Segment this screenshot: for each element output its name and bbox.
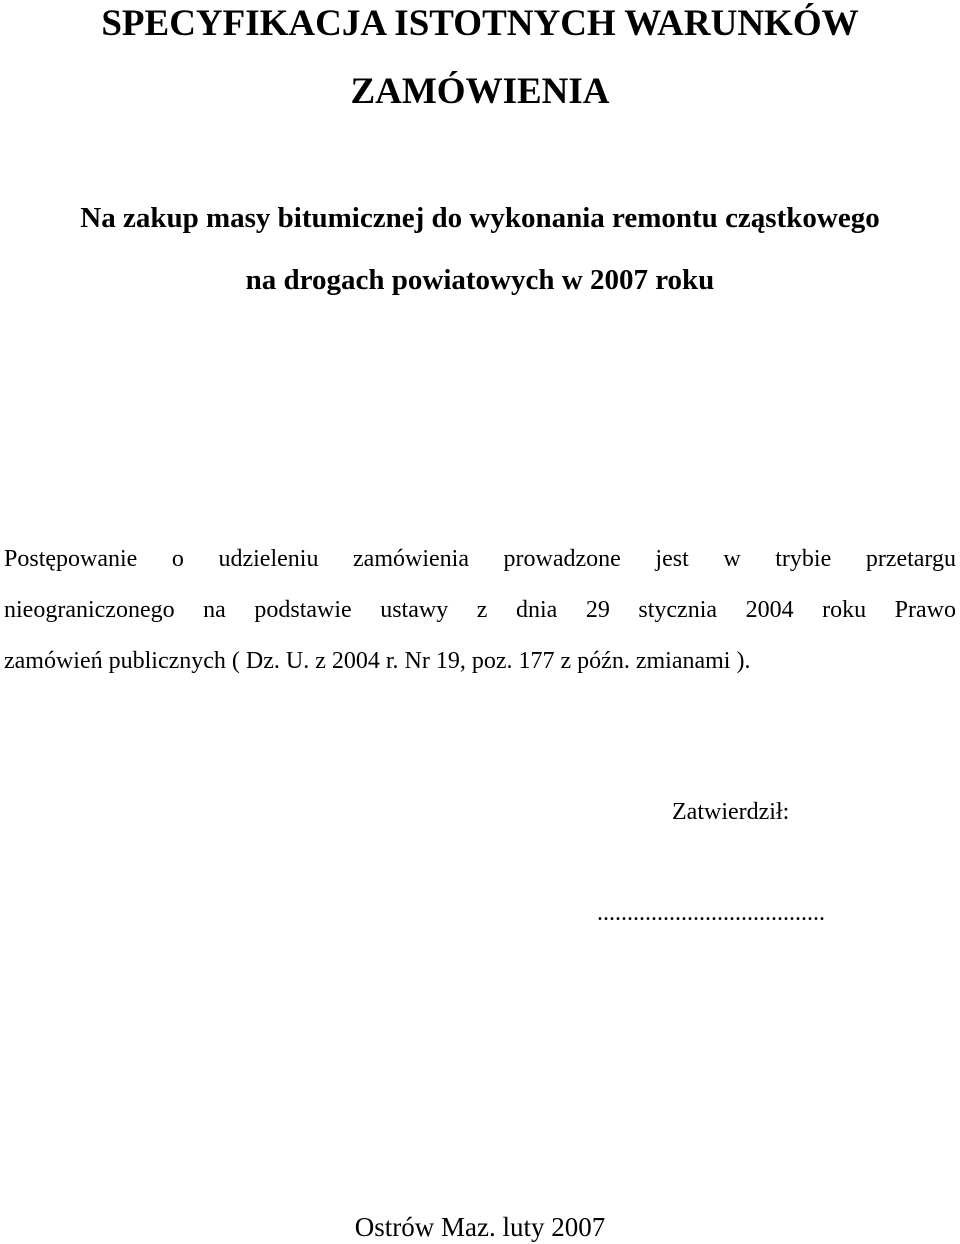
place-and-date: Ostrów Maz. luty 2007	[354, 1212, 606, 1242]
document-subtitle-line-2: na drogach powiatowych w 2007 roku	[245, 264, 715, 296]
procedure-text-line-1: Postępowanie o udzieleniu zamówienia prowadzone jest w trybie przetargu	[4, 546, 956, 572]
approved-by-label: Zatwierdził:	[672, 799, 790, 825]
document-title-line-1: SPECYFIKACJA ISTOTNYCH WARUNKÓW	[101, 3, 859, 44]
document-title-line-2: ZAMÓWIENIA	[350, 71, 610, 112]
document-subtitle-line-1: Na zakup masy bitumicznej do wykonania remontu cząstkowego	[80, 202, 880, 234]
signature-dotted-line: ......................................	[597, 900, 825, 926]
procedure-text-line-3: zamówień publicznych ( Dz. U. z 2004 r. Nr 19, poz. 177 z późn. zmianami ).	[4, 648, 751, 674]
procedure-text-line-2: nieograniczonego na podstawie ustawy z dnia 29 stycznia 2004 roku Prawo	[4, 597, 956, 623]
